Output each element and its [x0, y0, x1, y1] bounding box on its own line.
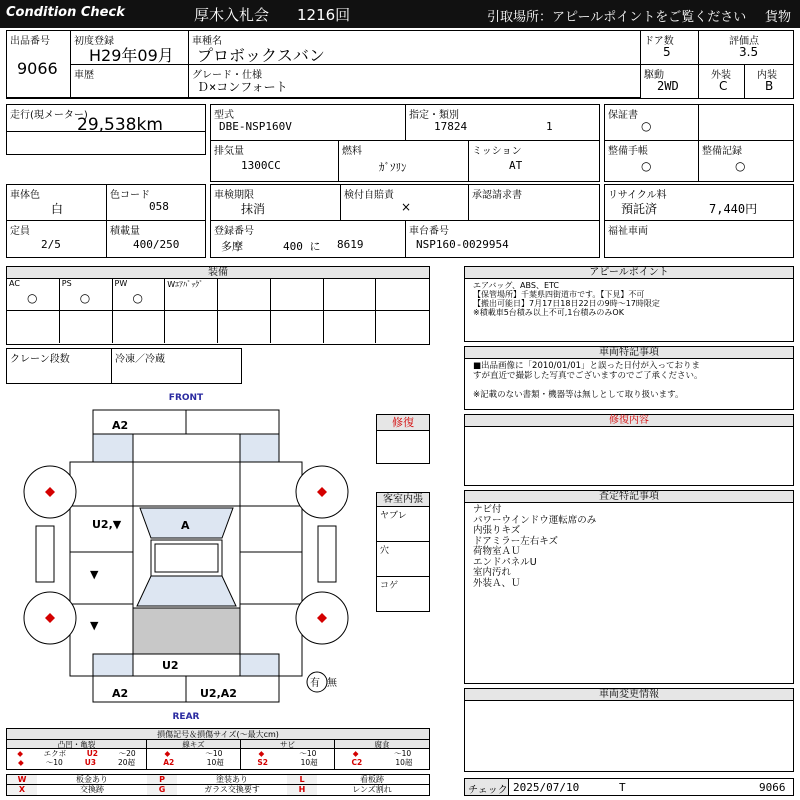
first-reg-label: 初度登録 [74, 36, 114, 47]
history-label: 車歴 [74, 70, 94, 81]
text-line: 【保管場所】千葉県四街道市です。【下見】不可 [473, 290, 645, 299]
legend-group-name: サビ [241, 740, 334, 749]
rear-window [137, 576, 236, 606]
rear-left-corner-panel [93, 654, 133, 676]
equipment-item-value: ○ [132, 291, 143, 305]
body-color-label: 車体色 [10, 190, 40, 201]
warranty-block [604, 104, 794, 182]
drive-cell [641, 65, 699, 98]
model-cell [189, 31, 641, 65]
fuel-label: 燃料 [342, 146, 362, 157]
reg-num: 8619 [337, 238, 364, 251]
text-line: 外装Ａ、Ｕ [473, 577, 521, 589]
designation-label: 指定・類別 [409, 110, 459, 121]
cabin-row-label: 穴 [380, 546, 390, 556]
capacity-label: 定員 [10, 226, 30, 237]
mark-rear-bumper-left: A2 [112, 687, 129, 700]
warranty-cell [605, 105, 699, 141]
text-line: すが直近で撮影した写真でございますのでご了承ください。 [473, 371, 703, 381]
welfare-label: 福祉車両 [608, 226, 648, 237]
equipment-item-label: AC [9, 279, 20, 288]
maint-record: ○ [735, 159, 746, 173]
equipment-cell [113, 311, 166, 343]
mark-back-door: U2 [162, 659, 179, 672]
text-line: ※記載のない書類・機器等は無しとして取り扱います。 [473, 389, 684, 400]
spec-block [210, 104, 600, 182]
mark-left-front-door: U2,▼ [92, 518, 122, 531]
text-line: 室内汚れ [473, 567, 512, 578]
doors-cell [641, 31, 699, 65]
text-line [473, 381, 703, 390]
chassis-label: 車台番号 [409, 226, 449, 237]
equipment-title: 装備 [7, 267, 429, 279]
code-cell: ガラス交換要す [204, 785, 260, 794]
lot-no-cell [7, 31, 71, 98]
maint-record-label: 整備記録 [702, 146, 742, 157]
type: DBE-NSP160V [219, 120, 292, 133]
exterior-cell [699, 65, 745, 98]
legend-cell: ～10 [45, 758, 63, 767]
repair-title: 修復 [377, 415, 429, 431]
legend-group [7, 740, 147, 769]
legend-row [7, 749, 146, 758]
lot-no-label: 出品番号 [10, 36, 50, 47]
text-line: エンドパネルU [473, 556, 537, 568]
legend-row [7, 758, 146, 767]
appeal-lines [473, 281, 660, 317]
mark-front-bumper: A2 [112, 419, 129, 432]
displacement: 1300CC [241, 159, 281, 172]
drive: 2WD [657, 79, 679, 93]
fuel-cell [339, 141, 469, 181]
legend-row [335, 758, 429, 767]
mileage-cell [7, 105, 205, 135]
lot-no: 9066 [17, 59, 58, 78]
history-cell [71, 65, 189, 98]
equipment-cell [165, 279, 218, 311]
first-reg: H29年09月 [89, 46, 174, 65]
hood [133, 434, 240, 462]
displacement-label: 排気量 [214, 146, 244, 157]
legend-cell: 10超 [300, 758, 318, 767]
color-code: 058 [149, 200, 169, 213]
special-title: 車両特記事項 [465, 347, 793, 359]
condition-check-title: Condition Check [6, 5, 125, 20]
grade-label: グレード・仕様 [192, 70, 262, 81]
code-cell: レンズ割れ [352, 785, 392, 794]
type-label: 型式 [214, 110, 234, 121]
doors: 5 [663, 45, 671, 59]
legend-cell: 10超 [395, 758, 413, 767]
legend-row [335, 749, 429, 758]
equipment-cell [7, 279, 60, 311]
check-date: 2025/07/10 [513, 781, 580, 794]
load: 400/250 [133, 238, 180, 251]
equipment-item-value: ○ [27, 291, 38, 305]
warranty-label: 保証書 [608, 110, 638, 121]
exterior: C [719, 79, 728, 93]
mark-rear-bumper-right: U2,A2 [200, 687, 237, 700]
repair-box [376, 414, 430, 464]
legend-row [241, 758, 334, 767]
legend-cell: C2 [351, 758, 363, 767]
check-label-cell [465, 779, 509, 795]
reg-area: 多摩 [221, 240, 243, 253]
interior: B [765, 79, 774, 93]
text-line: 荷物室ＡＵ [473, 546, 521, 557]
front-right-corner-panel [240, 434, 279, 462]
color-block [6, 184, 206, 258]
exterior-label: 外装 [711, 70, 731, 81]
check-by: T [619, 781, 626, 794]
capacity: 2/5 [41, 238, 61, 251]
legend-group-name: 線キズ [147, 740, 240, 749]
equipment-cell [271, 279, 324, 311]
recycle-label: リサイクル料 [608, 190, 667, 201]
text-line: ※積載車5台積み以上不可,1台積みのみOK [473, 308, 624, 317]
equipment-item-label: PS [61, 279, 72, 288]
legend-cell: ◆ [258, 749, 265, 758]
legend-groups [7, 740, 429, 769]
designation-a: 17824 [434, 120, 468, 133]
appeal-title: アピールポイント [465, 267, 793, 279]
score-label: 評価点 [729, 36, 759, 47]
approval-cell [469, 185, 599, 221]
spare-tire-yes: 有 [310, 678, 320, 689]
special-lines [473, 361, 703, 400]
chassis: NSP160-0029954 [416, 238, 509, 251]
capacity-cell [7, 221, 107, 257]
legend-cell: ～10 [205, 749, 223, 758]
load-label: 積載量 [110, 226, 140, 237]
code-legend-box [6, 774, 430, 796]
back-door [133, 654, 240, 676]
special-box [464, 346, 794, 410]
text-line: ドアミラー左右キズ [473, 535, 559, 547]
warranty: ○ [641, 119, 652, 133]
legend-cell: S2 [257, 758, 268, 767]
code-cell: X [7, 785, 37, 795]
front-left-corner-panel [93, 434, 133, 462]
crane-cell [7, 349, 112, 383]
vehicle-info-block [6, 30, 794, 99]
mark-left-rear-door: ▼ [90, 568, 99, 581]
equipment-cell [113, 279, 166, 311]
reg-class: 400 に [283, 240, 321, 253]
cabin-row [377, 577, 429, 612]
model-name: プロボックスバン [197, 46, 325, 65]
legend-cell: ◆ [17, 758, 24, 767]
crane-label: クレーン段数 [10, 354, 70, 365]
legend-cell: 20超 [117, 758, 136, 767]
code-cell: G [147, 785, 177, 795]
freezer-label: 冷凍／冷蔵 [115, 354, 165, 365]
code-cell: H [287, 785, 317, 795]
recycle-fee: 7,440円 [709, 202, 758, 216]
auction-session: 1216回 [297, 6, 351, 24]
text-line: 内張りキズ [473, 525, 521, 536]
equipment-box [6, 266, 430, 345]
text-line: ■出品画像に「2010/01/01」と誤った日付が入っておりま [473, 361, 701, 371]
legend-row [147, 749, 240, 758]
rear-right-corner-panel [240, 654, 279, 676]
change-title: 車両変更情報 [465, 689, 793, 701]
designation-cell [406, 105, 599, 141]
car-damage-diagram [0, 386, 372, 722]
auction-name: 厚木入札会 [194, 6, 270, 24]
mark-left-quarter: ▼ [90, 619, 99, 632]
legend-row [147, 758, 240, 767]
mileage-label: 走行(現メーター) [10, 110, 88, 121]
cabin-row [377, 542, 429, 577]
cabin-row [377, 507, 429, 542]
cabin-row-label: コゲ [380, 581, 399, 591]
equipment-cell [324, 279, 377, 311]
code-cell: W [7, 775, 37, 784]
displacement-cell [211, 141, 339, 181]
body-color-cell [7, 185, 107, 221]
code-cell: 板金あり [76, 775, 108, 784]
legend-group [335, 740, 429, 769]
chassis-cell [406, 221, 599, 257]
equipment-grid [7, 279, 429, 344]
type-cell [211, 105, 406, 141]
recycle-block [604, 184, 794, 258]
repair-content-box [464, 414, 794, 486]
inspection-cell [211, 185, 341, 221]
inspection-label: 車検期限 [214, 190, 254, 201]
recycle-cell [605, 185, 793, 221]
code-row [7, 775, 429, 785]
text-line: ナビ付 [473, 504, 502, 515]
score-cell [699, 31, 793, 65]
maint-record-cell [699, 141, 793, 181]
code-row [7, 785, 429, 795]
legend-cell: ◆ [17, 749, 24, 758]
grade: Ｄ×コンフォート [197, 80, 288, 94]
legend-cell: ◆ [164, 749, 171, 758]
legend-cell: 10超 [206, 758, 224, 767]
equipment-item-label: Wｴｱﾊﾞｯｸﾞ [167, 280, 204, 289]
inspection-block [210, 184, 600, 258]
legend-title: 損傷記号＆損傷サイズ(～最大cm) [7, 729, 429, 740]
transmission-cell [469, 141, 599, 181]
code-cell: 交換跡 [80, 785, 104, 794]
cargo-label: 貨物 [765, 10, 792, 25]
inspect-title: 査定特記事項 [465, 491, 793, 503]
color-code-label: 色コード [110, 190, 150, 201]
legend-cell: エクボ [43, 749, 67, 758]
equipment-cell [324, 311, 377, 343]
drive-label: 駆動 [644, 70, 664, 81]
color-code-cell [107, 185, 205, 221]
equipment-item-value: ○ [79, 291, 91, 305]
warranty-blank-cell [699, 105, 793, 141]
recycle-status: 預託済 [621, 202, 658, 216]
pickup-note: 引取場所：アピールポイントをご覧ください [487, 10, 747, 25]
legend-cell: A2 [163, 758, 175, 767]
legend-row [241, 749, 334, 758]
equipment-item-label: PW [114, 279, 128, 288]
doors-label: ドア数 [644, 36, 674, 47]
text-line: エアバッグ、ABS、ETC [473, 281, 559, 290]
score: 3.5 [739, 45, 759, 59]
inspection: 抹消 [241, 202, 266, 216]
legend-cell: ◆ [352, 749, 359, 758]
model-name-label: 車種名 [192, 36, 222, 47]
legend-box [6, 728, 430, 770]
transmission-label: ミッション [472, 146, 522, 157]
self-inspection-label: 検付自賠責 [344, 190, 394, 201]
code-cell: 塗装あり [216, 775, 248, 784]
spare-tire-no: 無 [327, 678, 337, 689]
designation-b: 1 [546, 120, 553, 133]
equipment-cell [165, 311, 218, 343]
crane-box [6, 348, 242, 384]
equipment-cell [271, 311, 324, 343]
legend-group-name: 凸凹・亀裂 [7, 740, 146, 749]
manual: ○ [641, 159, 652, 173]
right-side-step [318, 526, 336, 582]
equipment-cell [60, 311, 113, 343]
text-line: 【搬出可能日】7月17日18日22日の9時～17時限定 [473, 299, 660, 308]
inspect-lines [473, 505, 596, 589]
welfare-cell [605, 221, 793, 257]
reg-no-label: 登録番号 [214, 226, 254, 237]
self-inspection: × [401, 200, 412, 214]
legend-cell: U2 [86, 749, 99, 758]
legend-group [147, 740, 241, 769]
mileage: 29,538km [77, 115, 163, 135]
body-color: 白 [51, 202, 64, 216]
fuel: ｶﾞｿﾘﾝ [379, 161, 407, 174]
grade-cell [189, 65, 641, 98]
legend-cell: ～10 [299, 749, 317, 758]
code-cell: L [287, 775, 317, 784]
check-label: チェック [468, 785, 508, 796]
legend-cell: U3 [84, 758, 97, 767]
inspect-box [464, 490, 794, 684]
manual-label: 整備手帳 [608, 146, 648, 157]
equipment-cell [376, 279, 429, 311]
cargo-floor [133, 608, 240, 654]
repair-content-title: 修復内容 [465, 415, 793, 427]
check-no: 9066 [759, 781, 786, 794]
mark-windshield: A [181, 519, 190, 532]
front-label: FRONT [168, 393, 204, 403]
legend-group [241, 740, 335, 769]
cabin-title: 客室内張 [377, 493, 429, 507]
first-reg-cell [71, 31, 189, 65]
interior-label: 内装 [757, 70, 777, 81]
left-side-step [36, 526, 54, 582]
footer-check [464, 778, 794, 796]
reg-no-cell [211, 221, 406, 257]
mileage-box [6, 104, 206, 155]
load-cell [107, 221, 205, 257]
equipment-cell [60, 279, 113, 311]
rear-label: REAR [172, 712, 200, 722]
change-box [464, 688, 794, 772]
interior-cell [745, 65, 793, 98]
equipment-cell [376, 311, 429, 343]
appeal-box [464, 266, 794, 342]
freezer-cell [112, 349, 241, 383]
cabin-box [376, 492, 430, 612]
equipment-cell [218, 279, 271, 311]
code-cell: P [147, 775, 177, 784]
cabin-row-label: ヤブレ [380, 511, 407, 521]
transmission: AT [509, 159, 523, 172]
self-inspection-cell [341, 185, 469, 221]
approval-label: 承認請求書 [472, 190, 522, 201]
text-line: パワーウインドウ運転席のみ [473, 514, 597, 526]
equipment-cell [218, 311, 271, 343]
equipment-cell [7, 311, 60, 343]
code-cell: 看板跡 [360, 775, 384, 784]
legend-cell: ～20 [118, 749, 136, 758]
legend-cell: ～10 [394, 749, 412, 758]
manual-cell [605, 141, 699, 181]
legend-group-name: 腐食 [335, 740, 429, 749]
header-bar [0, 0, 800, 28]
